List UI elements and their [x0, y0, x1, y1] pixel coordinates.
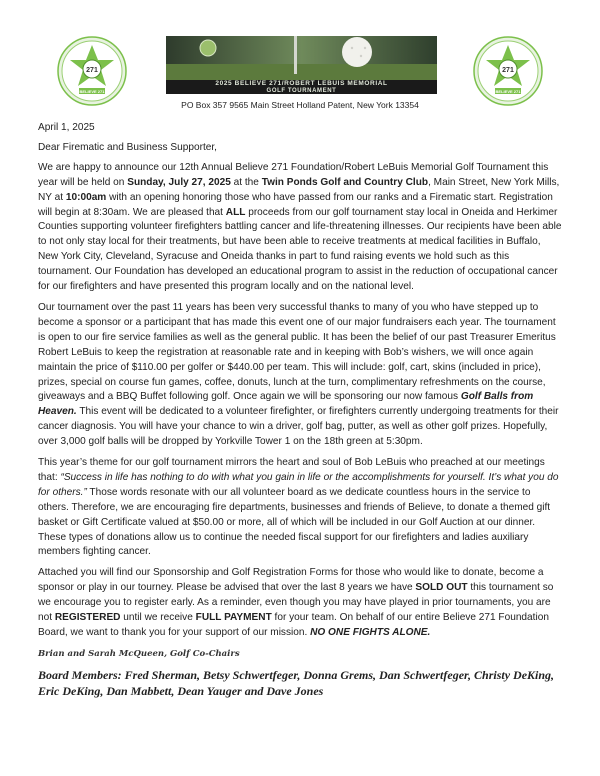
tournament-banner — [166, 36, 437, 94]
p4-text: until we receive — [120, 612, 196, 624]
p1-text: We are happy to announce our 12th Annual Believe 271 Foundation/Robert LeBuis Memorial Golf Tournament this year will be held on — [38, 161, 549, 188]
p1-text: at the — [230, 176, 262, 188]
salutation: Dear Firematic and Business Supporter, — [38, 141, 217, 153]
p1-venue: Twin Ponds Golf and Country Club — [261, 176, 429, 188]
p3-text: This year’s theme for our golf tournament mirrors the heart and soul of Bob LeBuis who preached at our meetings that: — [38, 457, 545, 483]
p4-motto: NO ONE FIGHTS ALONE. — [310, 627, 431, 638]
p4-text: Attached you will find our Sponsorship and Golf Registration Forms for those who would like to donate, become a sponsor or play in our tourney. Please be advised that over the last 8 years we have — [38, 567, 544, 594]
paragraph-3 — [38, 456, 562, 560]
p1-time: 10:00am — [65, 191, 107, 203]
p1-text: proceeds from our golf tournament stay local in Oneida and Herkimer Counties supporting volunteer firefighters battling cancer and life-threatening illnesses. Our recipients have been able to not only stay local for their treatments, but have been able to receive treatments at medical facilities in Buffalo, New York City, Cleveland, Syracuse and Oneida thanks in part to fund raising events we hold such as this tournament. Our Foundation has developed an educational program to assist in the reduction of occupational cancer for our firefighters and have presented this program locally and on the national level. — [38, 206, 562, 293]
letter-date: April 1, 2025 — [38, 122, 95, 133]
letter-body — [38, 121, 562, 699]
p4-full-payment: FULL PAYMENT — [195, 612, 272, 624]
paragraph-2 — [38, 301, 562, 450]
board-members: Board Members: Fred Sherman, Betsy Schwertfeger, Donna Grems, Dan Schwertfeger, Christy DeKing, Eric DeKing, Dan Mabbett, Dean Yauger and Dave Jones — [38, 667, 555, 698]
p1-text: with an opening honoring those who have passed from our ranks and a Firematic start. Registration will begin at 8:30am. We are pleased that — [38, 191, 553, 218]
p2-text: This event will be dedicated to a volunteer firefighter, or firefighters currently undergoing treatments for their cancer diagnosis. You will have your chance to win a driver, golf bag, putter, as well as other golf prizes. Hopefully, over 3,000 golf balls will be dropped by Yorkville Tower 1 on the 18th green at 5:30pm. — [38, 406, 559, 448]
p4-text: this tournament so we encourage you to register early. As a reminder, even though you may have played in prior tournaments, you are not — [38, 582, 554, 624]
p3-text: Those words resonate with our all volunteer board as we dedicate countless hours in the service to others. Therefore, we are encouraging fire departments, businesses and friends of Believe, to donate a themed gift basket or Gift Certificate valued at $50.00 or more, all of which will be included in our Golf Auction at our dinner. These types of donations allow us to continue the needed fiscal support for our firefighters and ladies auxiliary members fighting cancer. — [38, 486, 551, 558]
signature: Brian and Sarah McQueen, Golf Co-Chairs — [38, 648, 240, 659]
believe-271-logo-right — [473, 36, 543, 106]
p1-date: Sunday, July 27, 2025 — [127, 176, 231, 188]
paragraph-1 — [38, 161, 562, 295]
banner-title: 2025 BELIEVE 271/ROBERT LEBUIS MEMORIAL — [215, 80, 388, 87]
p3-quote: “Success in life has nothing to do with what you gain in life or the accomplishments for yourself. It’s what you do for others.” — [38, 471, 559, 498]
p1-text: , Main Street, New York Mills, NY at — [38, 176, 560, 203]
logo-number-right: 271 — [502, 67, 514, 74]
p4-registered: REGISTERED — [54, 612, 121, 624]
address-line: PO Box 357 9565 Main Street Holland Patent, New York 13354 — [181, 100, 419, 110]
logo-text: BELIEVE 271 — [79, 89, 105, 94]
paragraph-4 — [38, 566, 562, 641]
p4-text: for your team. On behalf of our entire Believe 271 Foundation Board, we want to thank you for your support of our mission. — [38, 612, 549, 638]
banner-subtitle: GOLF TOURNAMENT — [266, 88, 337, 94]
logo-number: 271 — [86, 67, 98, 74]
p4-sold-out: SOLD OUT — [415, 582, 468, 594]
p2-text: Our tournament over the past 11 years has been very successful thanks to many of you who have stepped up to become a sponsor or a participant that has made this event one of our major fundraisers each year. The tournament is open to our fire service families as well as the general public. It has been the belief of our past Treasurer Emeritus Robert LeBuis to keep the registration at reasonable rate and in keeping with Bob’s wishers, we will once again maintain the price of $110.00 per golfer or $440.00 per team. This will include: golf, cart, skins (included in price), prizes, special on course fun games, coffee, donuts, lunch at the turn, complimentary refreshments on the course, giveaways and a BBQ Buffet following golf. Once again we will be sponsoring our now famous — [38, 301, 556, 403]
logo-text-right: BELIEVE 271 — [495, 89, 521, 94]
believe-271-logo — [57, 36, 127, 106]
p2-event-name: Golf Balls from Heaven. — [38, 391, 534, 418]
p1-all: ALL — [225, 206, 246, 218]
